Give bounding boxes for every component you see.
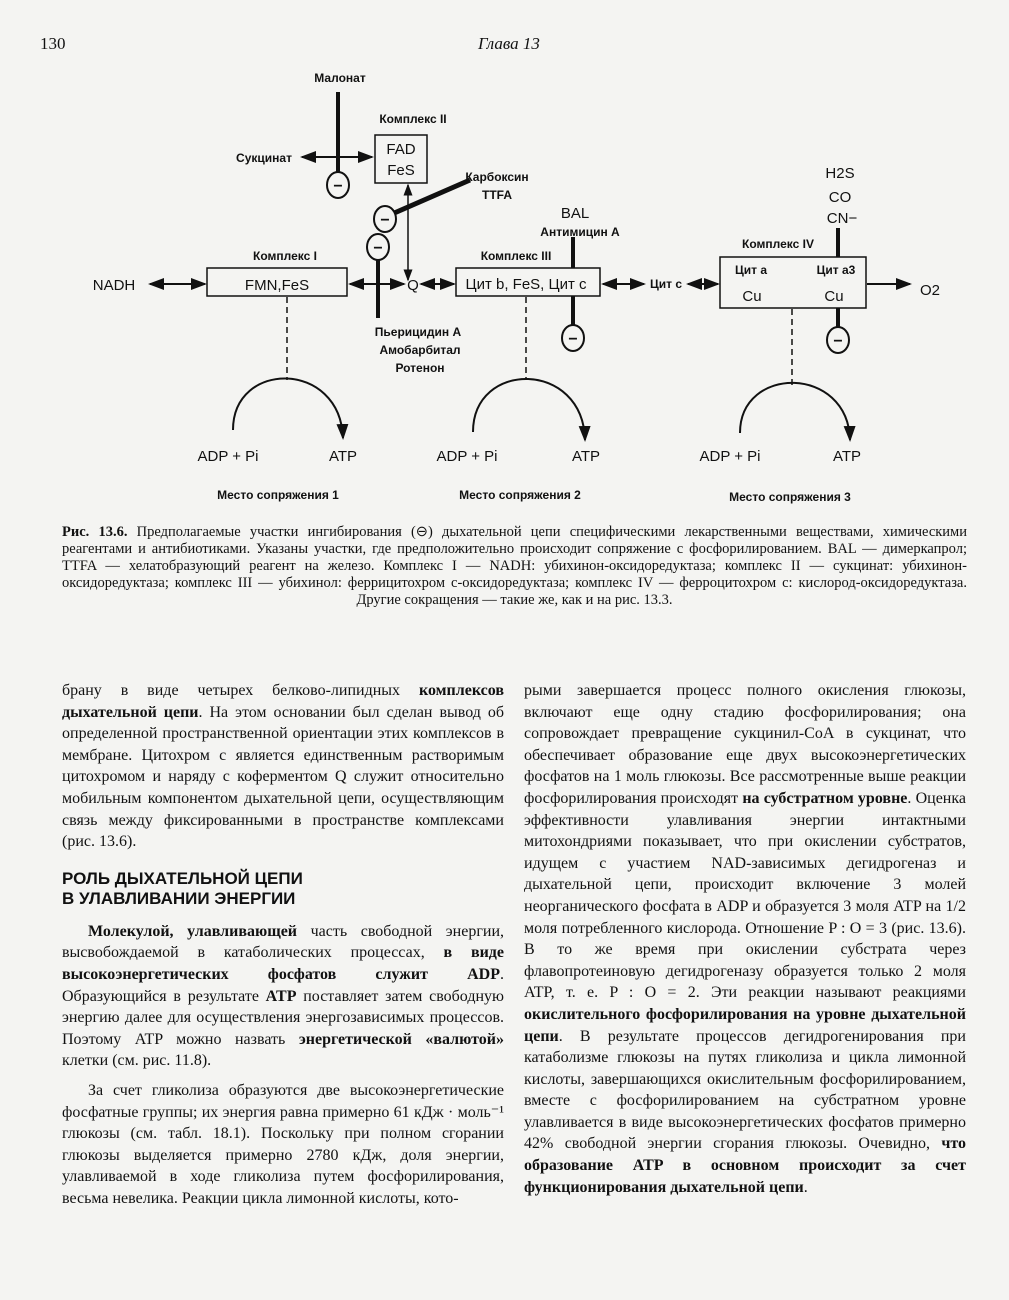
label-cn: CN− — [826, 210, 858, 227]
right-column — [524, 680, 966, 1198]
label-h2s: H2S — [825, 165, 855, 182]
figure-caption — [62, 524, 967, 609]
label-piericidin: Пьерицидин А — [374, 325, 462, 339]
label-cyt-b-fes-c: Цит b, FeS, Цит c — [465, 276, 587, 293]
minus-sign: − — [373, 240, 383, 257]
paragraph: брану в виде четырех белково-липидных комплексов дыхательной цепи. На этом основании был сделан вывод об определенной пространственной ориентации этих комплексов в мембране. Цитохром c является единственным растворимым цитохромом и наряду с коферментом Q служит относительно мобильным компонентом дыхательной цепи, осуществляющим связь между фиксированными в пространстве комплексами (рис. 13.6). — [62, 682, 504, 851]
label-complex3: Комплекс III — [480, 249, 552, 263]
label-adp: ADP + Pi — [699, 448, 761, 465]
label-nadh: NADH — [92, 277, 136, 294]
label-complex1: Комплекс I — [253, 249, 317, 263]
page-number: 130 — [40, 34, 66, 53]
paragraph: За счет гликолиза образуются две высокоэнергетические фосфатные группы; их энергия равна примерно 61 кДж · моль⁻¹ глюкозы (см. табл. 18.1). Поскольку при полном сгорании глюкозы выделяется примерно 2780 кДж, доля энергии, улавливаемой в ходе гликолиза путем фосфорилирования, весьма невелика. Реакции цикла лимонной кислоты, кото- — [62, 1081, 504, 1207]
label-cyt-c: Цит c — [649, 277, 683, 291]
minus-sign: − — [568, 331, 578, 348]
label-co: CO — [828, 189, 852, 206]
label-atp: ATP — [832, 448, 862, 465]
label-antimycin: Антимицин А — [540, 225, 620, 239]
label-q: Q — [407, 277, 419, 294]
label-site1: Место сопряжения 1 — [217, 488, 339, 502]
label-amobarbital: Амобарбитал — [379, 343, 461, 357]
label-atp: ATP — [571, 448, 601, 465]
caption-label: Рис. 13.6. — [62, 524, 128, 540]
label-fmn-fes: FMN,FeS — [244, 277, 310, 294]
label-malonate: Малонат — [314, 71, 366, 85]
label-cyt-a3: Цит a3 — [816, 263, 856, 277]
label-ttfa: TTFA — [482, 188, 512, 202]
chapter-title: Глава 13 — [478, 34, 540, 53]
label-site2: Место сопряжения 2 — [459, 488, 581, 502]
minus-sign: − — [833, 333, 843, 350]
label-atp: ATP — [328, 448, 358, 465]
label-adp: ADP + Pi — [197, 448, 259, 465]
label-adp: ADP + Pi — [436, 448, 498, 465]
label-site3: Место сопряжения 3 — [729, 490, 851, 504]
paragraph: рыми завершается процесс полного окисления глюкозы, включают еще одну стадию фосфорилирования; она сопровождает превращение сукцинил-CoA в сукцинат, что обеспечивает образование еще двух высокоэнергетических фосфатов на 1 моль глюкозы. Все рассмотренные выше реакции фосфорилирования происходят на субстратном уровне. Оценка эффективности улавливания энергии интактными митохондриями показывает, что при окислении субстратов, идущем с участием NAD-зависимых дегидрогеназ и дыхательной цепи, происходит включение 3 молей неорганического фосфата в ADP и образуется 3 моля ATP на 1/2 моля потребленного кислорода. Отношение P : O = 3 (рис. 13.6). В то же время при окислении субстрата через флавопротеиновую дегидрогеназу образуется только 2 моля ATP, т. е. P : O = 2. Эти реакции называют реакциями окислительного фосфорилирования на уровне дыхательной цепи. В результате процессов дегидрогенирования при катаболизме глюкозы на путях гликолиза и цикла лимонной кислоты, завершающихся окислительным фосфорилированием, вместе с фосфорилированием на субстратном уровне улавливается в виде высокоэнергетических фосфатов примерно 42% свободной энергии сгорания глюкозы. Очевидно, что образование ATP в основном происходит за счет функционирования дыхательной цепи. — [524, 682, 967, 1196]
label-complex2: Комплекс II — [379, 112, 447, 126]
label-succinate: Сукцинат — [236, 151, 292, 165]
label-rotenone: Ротенон — [395, 361, 445, 375]
label-fes: FeS — [387, 162, 415, 179]
minus-sign: − — [380, 212, 390, 229]
label-o2: O2 — [919, 282, 941, 299]
label-complex4: Комплекс IV — [742, 237, 814, 251]
section-heading: РОЛЬ ДЫХАТЕЛЬНОЙ ЦЕПИ В УЛАВЛИВАНИИ ЭНЕРГИИ — [62, 868, 303, 908]
caption-text: Предполагаемые участки ингибирования (⊖) дыхательной цепи специфическими лекарственными веществами, химическими реагентами и антибиотиками. Указаны участки, где предположительно происходит сопряжение с фосфорилированием. BAL — димеркапрол; TTFA — хелатобразующий реагент на железо. Комплекс I — NADH: убихинон-оксидоредуктаза; комплекс II — сукцинат: убихинон-оксидоредуктаза; комплекс III — убихинол: феррицитохром c-оксидоредуктаза; комплекс IV — ферроцитохром c: кислород-оксидоредуктаза. Другие сокращения — такие же, как и на рис. 13.3. — [62, 524, 967, 608]
respiratory-chain-diagram — [0, 60, 1009, 520]
label-carboxin: Карбоксин — [465, 170, 529, 184]
minus-sign: − — [333, 178, 343, 195]
label-fad: FAD — [386, 141, 416, 158]
label-cu: Cu — [742, 288, 762, 305]
paragraph: Молекулой, улавливающей часть свободной энергии, высвобождаемой в катаболических процессах, в виде высокоэнергетических фосфатов служит ADP. Образующийся в результате ATP поставляет затем свободную энергию далее для осуществления энергозависимых процессов. Поэтому ATP можно назвать энергетической «валютой» клетки (см. рис. 11.8). — [62, 922, 505, 1070]
label-bal: BAL — [560, 205, 590, 222]
label-cu: Cu — [824, 288, 844, 305]
left-column — [62, 680, 504, 1209]
label-cyt-a: Цит a — [734, 263, 768, 277]
